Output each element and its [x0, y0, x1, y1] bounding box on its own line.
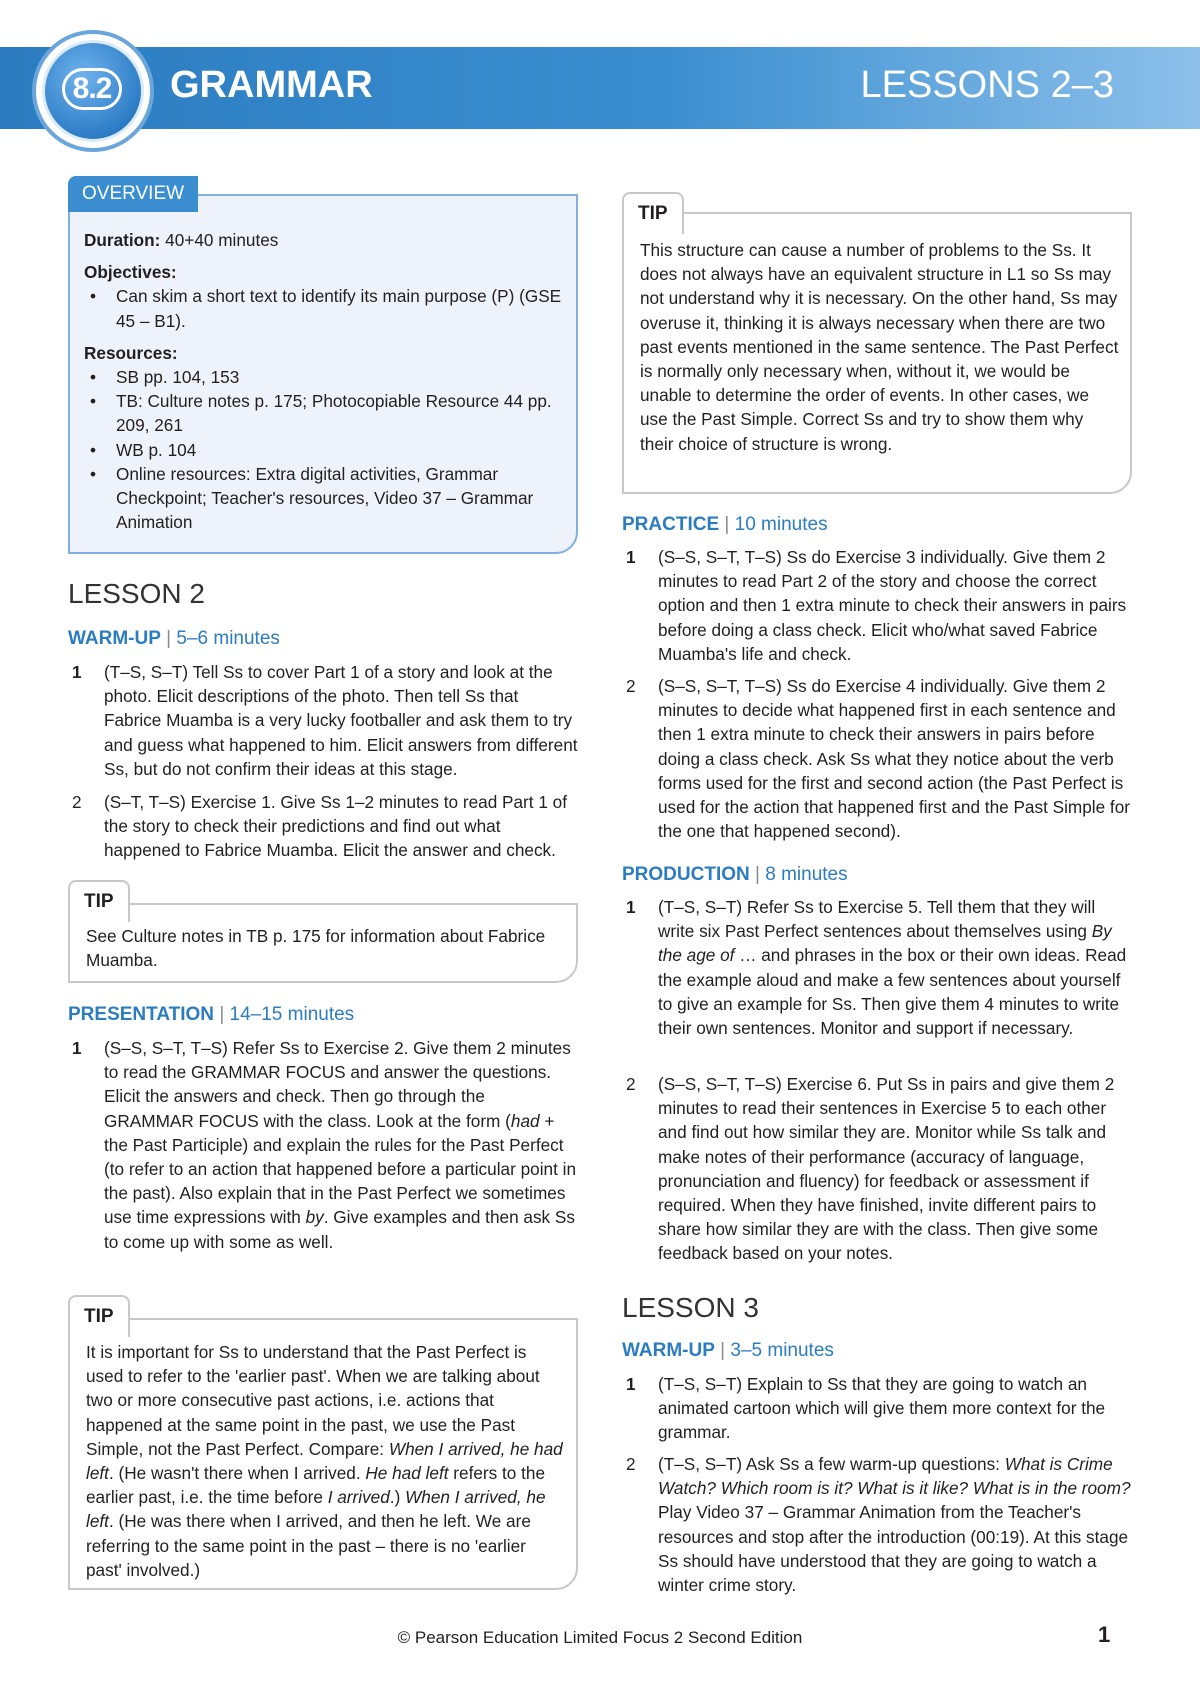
overview-tab: OVERVIEW — [68, 176, 198, 212]
lesson-number: 8.2 — [62, 68, 122, 110]
resource-item: • TB: Culture notes p. 175; Photocopiable Resource 44 pp. 209, 261 — [84, 389, 574, 437]
resource-item: • SB pp. 104, 153 — [84, 365, 574, 389]
page-title: GRAMMAR — [170, 64, 373, 106]
duration: Duration: 40+40 minutes — [84, 230, 279, 250]
practice-heading: PRACTICE | 10 minutes — [622, 514, 828, 535]
tip-tab: TIP — [622, 192, 684, 234]
lesson-2-heading: LESSON 2 — [68, 578, 205, 609]
lesson3-warmup-heading: WARM-UP | 3–5 minutes — [622, 1340, 834, 1361]
lessons-label: LESSONS 2–3 — [860, 64, 1114, 106]
presentation-heading: PRESENTATION | 14–15 minutes — [68, 1004, 355, 1025]
production-heading: PRODUCTION | 8 minutes — [622, 864, 848, 885]
lesson-3-heading: LESSON 3 — [622, 1292, 759, 1323]
resource-item: • WB p. 104 — [84, 438, 574, 462]
warmup-heading: WARM-UP | 5–6 minutes — [68, 628, 280, 649]
page-number: 1 — [1098, 1622, 1111, 1647]
tip-tab: TIP — [68, 1295, 130, 1337]
resources-heading: Resources: — [84, 342, 178, 363]
resource-item: • Online resources: Extra digital activities, Grammar Checkpoint; Teacher's resources, Video 37 – Grammar Animation — [84, 462, 574, 535]
tip-text: See Culture notes in TB p. 175 for information about Fabrice Muamba. — [86, 926, 546, 971]
objectives-heading: Objectives: — [84, 262, 177, 283]
tip-text: This structure can cause a number of problems to the Ss. It does not always have an equivalent structure in L1 so Ss may not understand why it is necessary. On the other hand, Ss may overuse it, thinking it is always necessary when there are two past events mentioned in the same sentence. The Past Perfect is normally only necessary when, without it, we would be unable to determine the order of events. In other cases, we use the Past Simple. Correct Ss and try to show them why their choice of structure is wrong. — [640, 240, 1119, 454]
tip-text: It is important for Ss to understand that the Past Perfect is used to refer to the 'earlier past'. When we are talking about two or more consecutive past actions, i.e. actions that happened at the same point in the past, we use the Past Simple, not the Past Perfect. Compare: When I arrived, he had left. (He wasn't there when I arrived. He had left refers to the earlier past, i.e. the time before I arrived.) When I arrived, he left. (He was there when I arrived, and then he left. We are referring to the same point in the past – there is no 'earlier past' involved.) — [86, 1342, 563, 1580]
overview-body — [84, 228, 574, 534]
objective-item: • Can skim a short text to identify its main purpose (P) (GSE 45 – B1). — [84, 284, 574, 332]
tip-tab: TIP — [68, 880, 130, 922]
footer: © Pearson Education Limited Focus 2 Second Edition — [397, 1628, 803, 1647]
